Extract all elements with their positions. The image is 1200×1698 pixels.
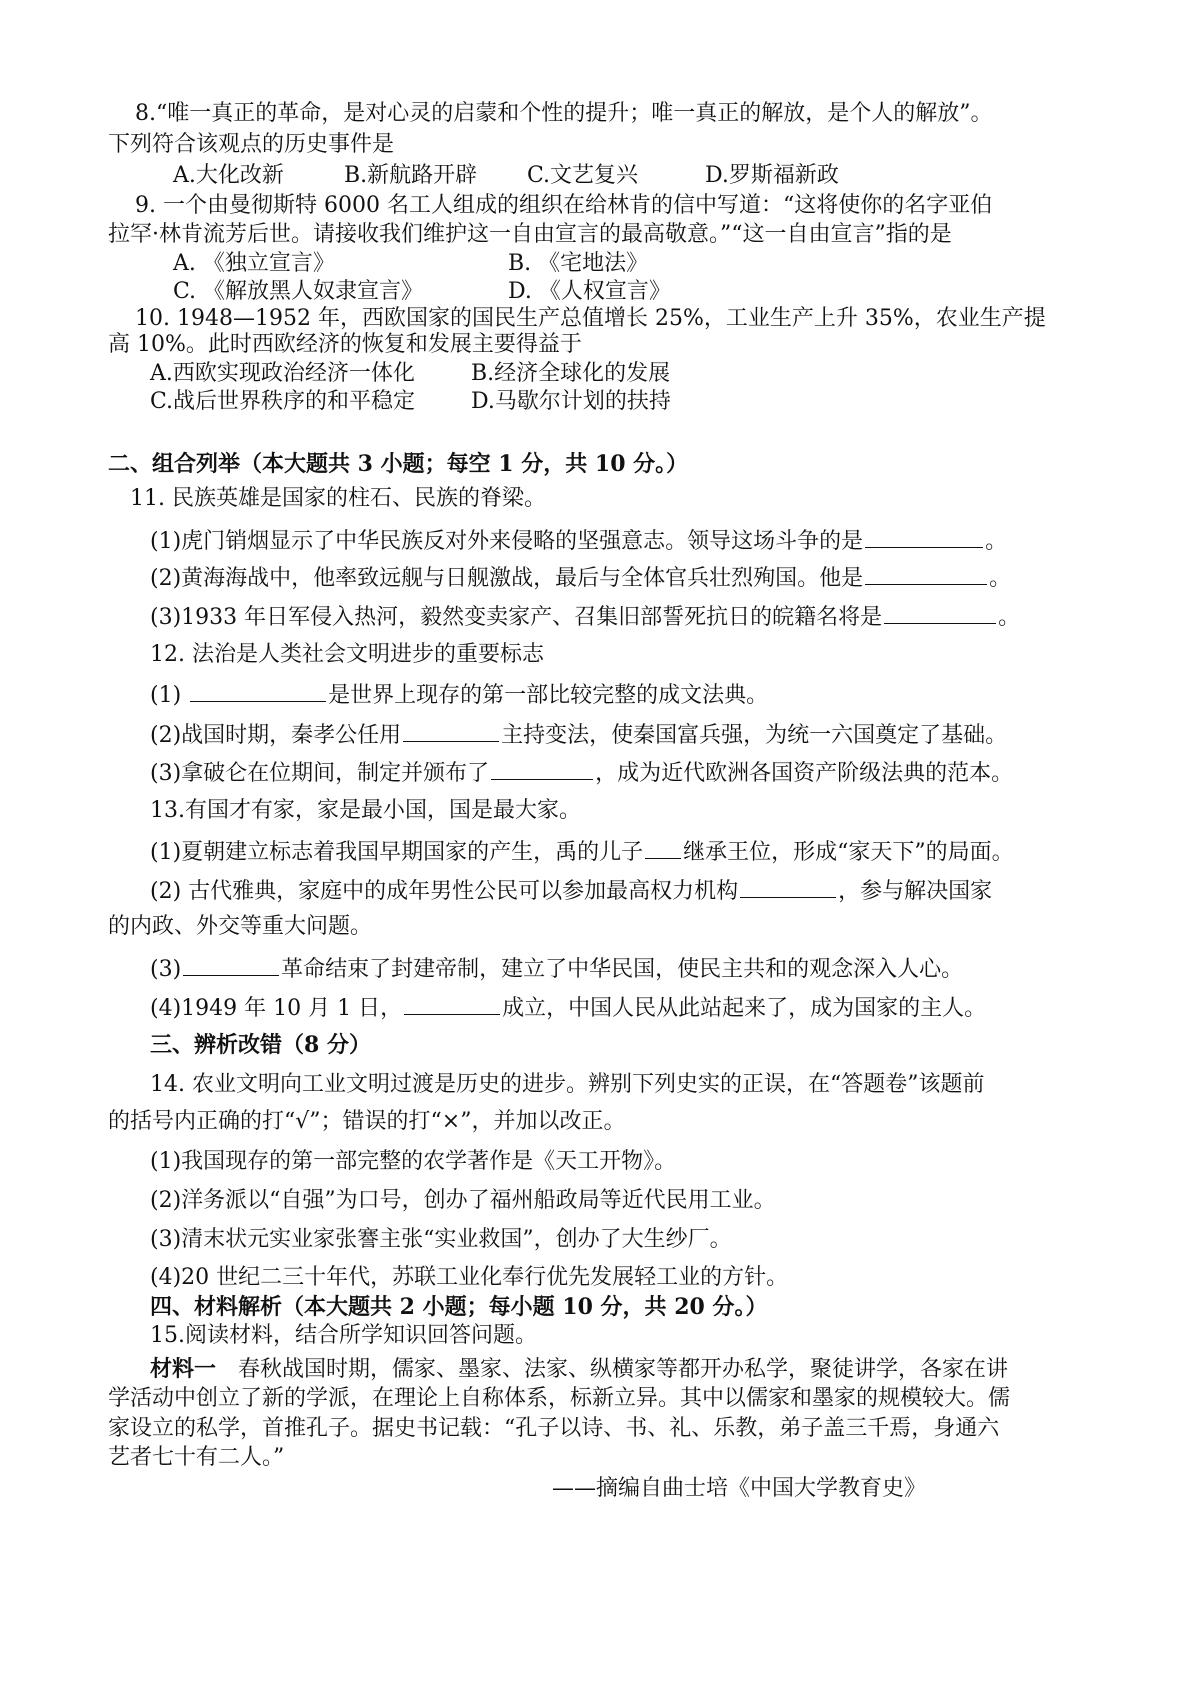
q9-option-b: B. 《宅地法》 xyxy=(508,251,649,276)
q13-part4 xyxy=(150,992,986,1024)
q12-part1-text: (1) xyxy=(150,683,189,708)
q13-part3-end: 革命结束了封建帝制，建立了中华民国，使民主共和的观念深入人心。 xyxy=(281,957,964,982)
q8-option-b: B.新航路开辟 xyxy=(344,163,478,188)
q13-part2-end: ，参与解决国家 xyxy=(838,879,993,904)
q8-option-a: A.大化改新 xyxy=(173,163,284,188)
q10-option-a: A.西欧实现政治经济一体化 xyxy=(150,361,415,386)
section4-heading: 四、材料解析（本大题共 2 小题；每小题 10 分，共 20 分。） xyxy=(150,1294,768,1320)
q15-material-line4: 艺者七十有二人。” xyxy=(108,1445,285,1470)
q15-material-line3: 家设立的私学，首推孔子。据史书记载：“孔子以诗、书、礼、乐教，弟子盖三千焉，身通六 xyxy=(108,1416,1000,1441)
q9-option-c: C. 《解放黑人奴隶宣言》 xyxy=(173,279,424,304)
q9-stem-line2: 拉罕·林肯流芳后世。请接收我们维护这一自由宣言的最高敬意。”“这一自由宣言”指的是 xyxy=(108,222,952,247)
q13-part3-text: (3) xyxy=(150,957,182,982)
q12-part2 xyxy=(150,719,1007,751)
section2-heading: 二、组合列举（本大题共 3 小题；每空 1 分，共 10 分。） xyxy=(108,451,689,477)
q15-source: ——摘编自曲士培《中国大学教育史》 xyxy=(552,1476,927,1501)
q10-stem-line2: 高 10%。此时西欧经济的恢复和发展主要得益于 xyxy=(108,332,582,357)
q14-stem-line2: 的括号内正确的打“√”；错误的打“×”，并加以改正。 xyxy=(108,1109,626,1134)
q13-part2-cont: 的内政、外交等重大问题。 xyxy=(108,914,373,939)
q14-item-4: (4)20 世纪二三十年代，苏联工业化奉行优先发展轻工业的方针。 xyxy=(150,1265,789,1290)
answer-blank[interactable] xyxy=(404,992,500,1015)
q13-part1-text: (1)夏朝建立标志着我国早期国家的产生，禹的儿子 xyxy=(150,840,644,865)
q12-part3-text: (3)拿破仑在位期间，制定并颁布了 xyxy=(150,761,490,786)
q12-part3 xyxy=(150,757,1013,789)
q11-part2-text: (2)黄海海战中，他率致远舰与日舰激战，最后与全体官兵壮烈殉国。他是 xyxy=(150,566,864,591)
q13-part1-end: 继承王位，形成“家天下”的局面。 xyxy=(683,840,1014,865)
q12-stem: 12. 法治是人类社会文明进步的重要标志 xyxy=(150,642,544,667)
answer-blank[interactable] xyxy=(865,525,983,548)
answer-blank[interactable] xyxy=(190,679,326,702)
material-text: 春秋战国时期，儒家、墨家、法家、纵横家等都开办私学，聚徒讲学，各家在讲 xyxy=(216,1357,1009,1382)
q8-stem-line1: 8.“唯一真正的革命，是对心灵的启蒙和个性的提升；唯一真正的解放，是个人的解放”。 xyxy=(135,101,993,126)
q12-part3-end: ，成为近代欧洲各国资产阶级法典的范本。 xyxy=(595,761,1014,786)
q10-option-c: C.战后世界秩序的和平稳定 xyxy=(150,389,416,414)
q9-option-a: A. 《独立宣言》 xyxy=(173,251,335,276)
q11-part2 xyxy=(150,562,1011,594)
q13-part3 xyxy=(150,953,963,985)
q8-option-c: C.文艺复兴 xyxy=(527,163,639,188)
q8-stem-line2: 下列符合该观点的历史事件是 xyxy=(108,132,395,157)
q11-part1 xyxy=(150,525,1007,557)
q9-stem-line1: 9. 一个由曼彻斯特 6000 名工人组成的组织在给林肯的信中写道：“这将使你的名字亚伯 xyxy=(135,193,993,218)
q11-stem: 11. 民族英雄是国家的柱石、民族的脊梁。 xyxy=(130,486,546,511)
q14-item-3: (3)清末状元实业家张謇主张“实业救国”，创办了大生纱厂。 xyxy=(150,1227,732,1252)
q8-option-d: D.罗斯福新政 xyxy=(705,163,839,188)
answer-blank[interactable] xyxy=(491,757,593,780)
q13-part1 xyxy=(150,836,1014,868)
answer-blank[interactable] xyxy=(645,836,681,859)
q11-part3-end: 。 xyxy=(998,605,1021,630)
answer-blank[interactable] xyxy=(183,953,279,976)
q13-stem: 13.有国才有家，家是最小国，国是最大家。 xyxy=(150,798,581,823)
q11-part2-end: 。 xyxy=(989,566,1012,591)
q13-part2 xyxy=(150,875,992,907)
q10-stem-line1: 10. 1948—1952 年，西欧国家的国民生产总值增长 25%，工业生产上升 35%，农业生产提 xyxy=(135,306,1046,331)
q12-part2-end: 主持变法，使秦国富兵强，为统一六国奠定了基础。 xyxy=(501,723,1008,748)
q14-item-1: (1)我国现存的第一部完整的农学著作是《天工开物》。 xyxy=(150,1149,677,1174)
section3-heading: 三、辨析改错（8 分） xyxy=(150,1032,371,1058)
q10-option-b: B.经济全球化的发展 xyxy=(471,361,671,386)
q15-material-line2: 学活动中创立了新的学派，在理论上自称体系，标新立异。其中以儒家和墨家的规模较大。儒 xyxy=(108,1386,1011,1411)
answer-blank[interactable] xyxy=(884,601,996,624)
q12-part2-text: (2)战国时期，秦孝公任用 xyxy=(150,723,402,748)
answer-blank[interactable] xyxy=(403,719,499,742)
q12-part1 xyxy=(150,679,768,711)
answer-blank[interactable] xyxy=(740,875,836,898)
q12-part1-end: 是世界上现存的第一部比较完整的成文法典。 xyxy=(328,683,769,708)
q15-stem: 15.阅读材料，结合所学知识回答问题。 xyxy=(150,1323,537,1348)
answer-blank[interactable] xyxy=(865,562,987,585)
q14-item-2: (2)洋务派以“自强”为口号，创办了福州船政局等近代民用工业。 xyxy=(150,1188,776,1213)
q13-part4-text: (4)1949 年 10 月 1 日， xyxy=(150,996,403,1021)
q11-part3-text: (3)1933 年日军侵入热河，毅然变卖家产、召集旧部誓死抗日的皖籍名将是 xyxy=(150,605,883,630)
q11-part1-end: 。 xyxy=(985,529,1008,554)
q11-part1-text: (1)虎门销烟显示了中华民族反对外来侵略的坚强意志。领导这场斗争的是 xyxy=(150,529,864,554)
q14-stem-line1: 14. 农业文明向工业文明过渡是历史的进步。辨别下列史实的正误，在“答题卷”该题前 xyxy=(150,1072,985,1097)
q13-part4-end: 成立，中国人民从此站起来了，成为国家的主人。 xyxy=(502,996,987,1021)
q13-part2-text: (2) 古代雅典，家庭中的成年男性公民可以参加最高权力机构 xyxy=(150,879,739,904)
q10-option-d: D.马歇尔计划的扶持 xyxy=(471,389,671,414)
material-label: 材料一 xyxy=(150,1356,217,1382)
q9-option-d: D. 《人权宣言》 xyxy=(508,279,671,304)
q15-material-line1 xyxy=(150,1354,1008,1385)
q11-part3 xyxy=(150,601,1020,633)
